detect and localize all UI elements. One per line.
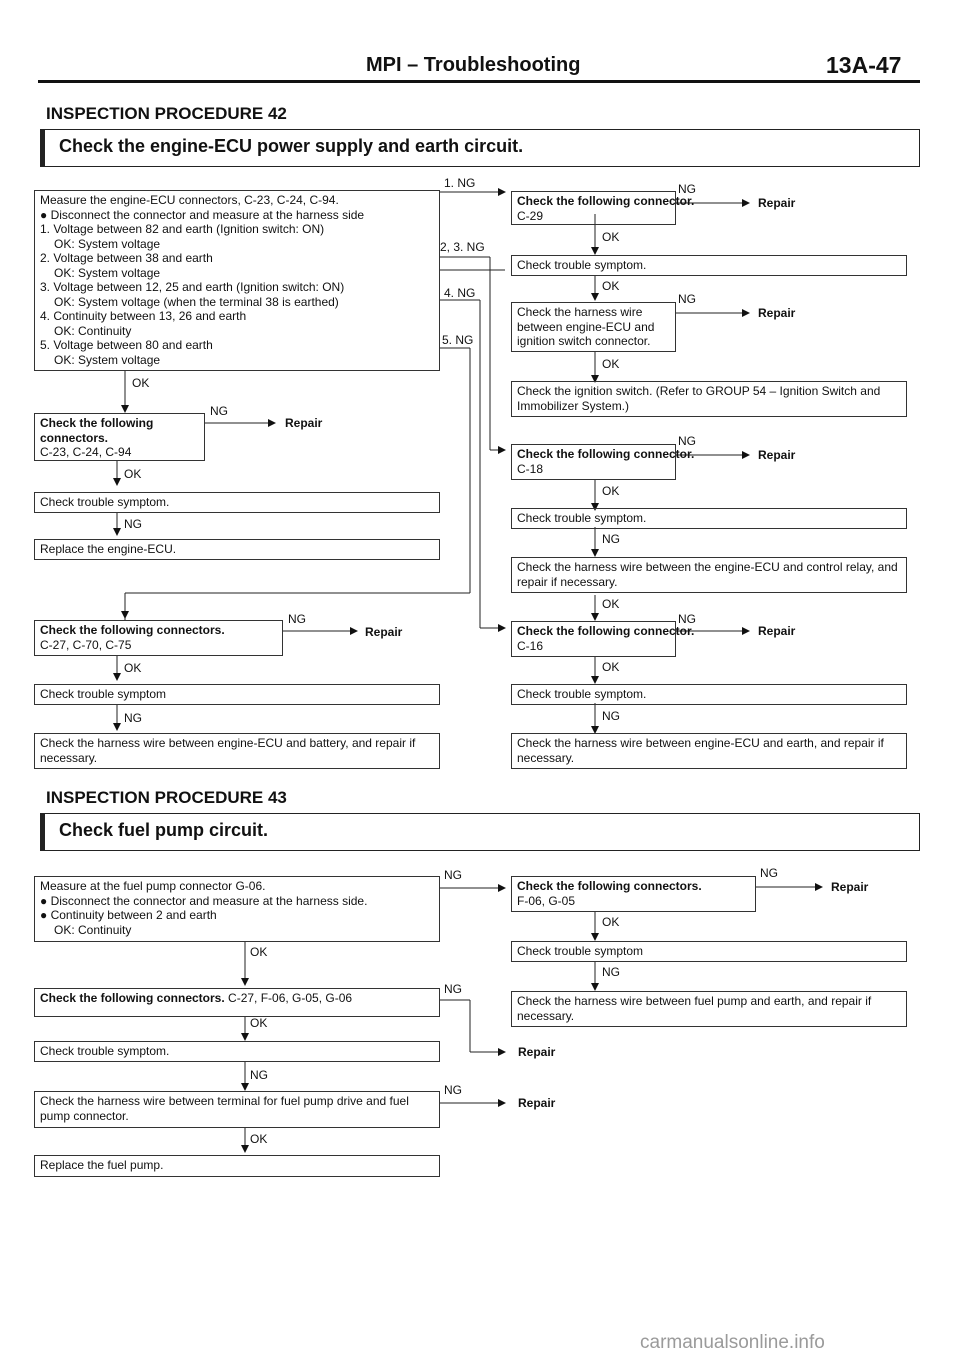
proc43-title-bar	[40, 813, 920, 851]
page-title: MPI – Troubleshooting	[366, 54, 581, 76]
harness-drive-text: Check the harness wire between terminal for fuel pump drive and fuel pump connector.	[40, 1094, 409, 1123]
check-trouble-b	[511, 508, 907, 529]
ok-label: OK	[124, 661, 142, 675]
check-trouble-text: Check trouble symptom	[517, 944, 644, 958]
check-trouble-r	[511, 941, 907, 962]
ok-label: OK	[602, 230, 620, 244]
measure-line: OK: System voltage (when the terminal 38 is earthed)	[54, 294, 339, 309]
ign-switch-text: Check the ignition switch. (Refer to GROUP 54 – Ignition Switch and Immobilizer System.)	[517, 384, 881, 413]
measure-line: Measure the engine-ECU connectors, C-23, C-24, C-94.	[40, 193, 339, 207]
ok-label: OK	[602, 597, 620, 611]
ok-label: OK	[124, 467, 142, 481]
harness-relay-box	[511, 557, 907, 593]
measure-line: ● Disconnect the connector and measure at the harness side	[40, 207, 365, 222]
repair-label: Repair	[365, 625, 403, 639]
check-text: C-27, F-06, G-05, G-06	[228, 991, 353, 1005]
check-connectors-c23	[34, 413, 205, 461]
harness-drive-box	[34, 1091, 440, 1128]
ok-label: OK	[132, 376, 150, 390]
proc42-measure-box	[34, 190, 440, 371]
ng-label: NG	[678, 612, 696, 626]
ng-label: NG	[250, 1068, 268, 1082]
replace-pump-text: Replace the fuel pump.	[40, 1158, 164, 1172]
repair-label: Repair	[285, 416, 323, 430]
ng-label: NG	[444, 868, 462, 882]
replace-pump-box	[34, 1155, 440, 1177]
proc43-heading: INSPECTION PROCEDURE 43	[46, 788, 287, 807]
measure-line: 4. Continuity between 13, 26 and earth	[40, 309, 247, 323]
proc42-heading: INSPECTION PROCEDURE 42	[46, 104, 287, 123]
check-trouble-text: Check trouble symptom.	[517, 511, 647, 525]
check-bold: Check the following connectors.	[40, 991, 225, 1005]
check-text: C-27, C-70, C-75	[40, 637, 132, 652]
ng-label: NG	[124, 517, 142, 531]
harness-earth-box	[511, 733, 907, 769]
check-trouble-text: Check trouble symptom.	[517, 258, 647, 272]
ng-label: NG	[760, 866, 778, 880]
check-trouble-text: Check trouble symptom.	[40, 1044, 170, 1058]
check-text: C-23, C-24, C-94	[40, 445, 132, 459]
check-text: C-29	[517, 208, 544, 223]
ok-label: OK	[602, 660, 620, 674]
check-bold: Check the following connectors.	[40, 623, 225, 637]
measure-line: OK: System voltage	[54, 265, 161, 280]
check-trouble-c	[511, 684, 907, 705]
ok-label: OK	[602, 915, 620, 929]
ng-label: NG	[444, 1083, 462, 1097]
measure-line: 1. Voltage between 82 and earth (Ignition switch: ON)	[40, 222, 325, 236]
harness-ign-box	[511, 302, 676, 352]
ng-label: NG	[678, 182, 696, 196]
check-connectors-c27	[34, 620, 283, 656]
check-connector-c18	[511, 444, 695, 480]
measure-line: OK: System voltage	[54, 352, 161, 367]
replace-ecu-text: Replace the engine-ECU.	[40, 542, 177, 556]
measure-line: OK: Continuity	[54, 323, 132, 338]
repair-label: Repair	[831, 880, 869, 894]
harness-pump-earth-box	[511, 991, 907, 1027]
harness-battery-box	[34, 733, 440, 769]
check-bold: Check the following connectors.	[40, 416, 154, 445]
watermark: carmanualsonline.info	[640, 1332, 825, 1353]
check-trouble-a	[511, 255, 907, 276]
repair-label: Repair	[758, 448, 796, 462]
ng-label: NG	[444, 982, 462, 996]
check-bold: Check the following connector.	[517, 194, 695, 208]
ng-label: NG	[288, 612, 306, 626]
ng-label: NG	[602, 532, 620, 546]
proc42-title: Check the engine-ECU power supply and earth circuit.	[59, 136, 524, 156]
repair-label: Repair	[518, 1096, 556, 1110]
proc43-check-trouble	[34, 1041, 440, 1062]
branch-label-23: 2, 3. NG	[440, 240, 485, 254]
repair-label: Repair	[758, 624, 796, 638]
harness-earth-text: Check the harness wire between engine-ECU and earth, and repair if necessary.	[517, 736, 884, 765]
check-text: F-06, G-05	[517, 893, 576, 908]
ok-label: OK	[250, 1132, 268, 1146]
ok-label: OK	[602, 357, 620, 371]
ng-label: NG	[678, 292, 696, 306]
measure-line: Measure at the fuel pump connector G-06.	[40, 879, 266, 893]
ng-label: NG	[678, 434, 696, 448]
ign-switch-box	[511, 381, 907, 417]
repair-label: Repair	[758, 306, 796, 320]
check-connector-c29	[511, 191, 695, 225]
check-connector-c16	[511, 621, 695, 657]
harness-ign-text: Check the harness wire between engine-ECU and ignition switch connector.	[517, 305, 655, 348]
check-bold: Check the following connector.	[517, 447, 695, 461]
proc43-measure-box	[34, 876, 440, 942]
measure-line: ● Continuity between 2 and earth	[40, 908, 217, 922]
check-trouble-text: Check trouble symptom.	[40, 495, 170, 509]
proc43-check-connectors	[34, 988, 440, 1017]
branch-label-4: 4. NG	[444, 286, 476, 300]
measure-line: OK: Continuity	[54, 922, 132, 937]
measure-line: ● Disconnect the connector and measure at the harness side.	[40, 893, 368, 908]
measure-line: OK: System voltage	[54, 236, 161, 251]
check-trouble-text: Check trouble symptom.	[517, 687, 647, 701]
repair-label: Repair	[518, 1045, 556, 1059]
check-text: C-16	[517, 638, 544, 653]
check-bold: Check the following connectors.	[517, 879, 702, 893]
measure-line: 2. Voltage between 38 and earth	[40, 251, 213, 265]
check-trouble-2	[34, 684, 440, 705]
proc43-title: Check fuel pump circuit.	[59, 820, 269, 840]
measure-line: 5. Voltage between 80 and earth	[40, 338, 213, 352]
harness-battery-text: Check the harness wire between engine-ECU and battery, and repair if necessary.	[40, 736, 416, 765]
branch-label-1: 1. NG	[444, 176, 476, 190]
ng-label: NG	[602, 965, 620, 979]
ok-label: OK	[250, 1016, 268, 1030]
harness-relay-text: Check the harness wire between the engine-ECU and control relay, and repair if necessary.	[517, 560, 898, 589]
check-trouble-text: Check trouble symptom	[40, 687, 167, 701]
ok-label: OK	[250, 945, 268, 959]
measure-line: 3. Voltage between 12, 25 and earth (Ignition switch: ON)	[40, 280, 345, 294]
branch-label-5: 5. NG	[442, 333, 474, 347]
check-trouble-1	[34, 492, 440, 513]
ng-label: NG	[124, 711, 142, 725]
harness-pump-earth-text: Check the harness wire between fuel pump and earth, and repair if necessary.	[517, 994, 872, 1023]
ok-label: OK	[602, 484, 620, 498]
check-bold: Check the following connector.	[517, 624, 695, 638]
repair-label: Repair	[758, 196, 796, 210]
replace-ecu-box	[34, 539, 440, 560]
ng-label: NG	[210, 404, 228, 418]
check-connectors-f06	[511, 876, 756, 912]
check-text: C-18	[517, 461, 544, 476]
ng-label: NG	[602, 709, 620, 723]
page-number: 13A-47	[826, 52, 902, 78]
ok-label: OK	[602, 279, 620, 293]
